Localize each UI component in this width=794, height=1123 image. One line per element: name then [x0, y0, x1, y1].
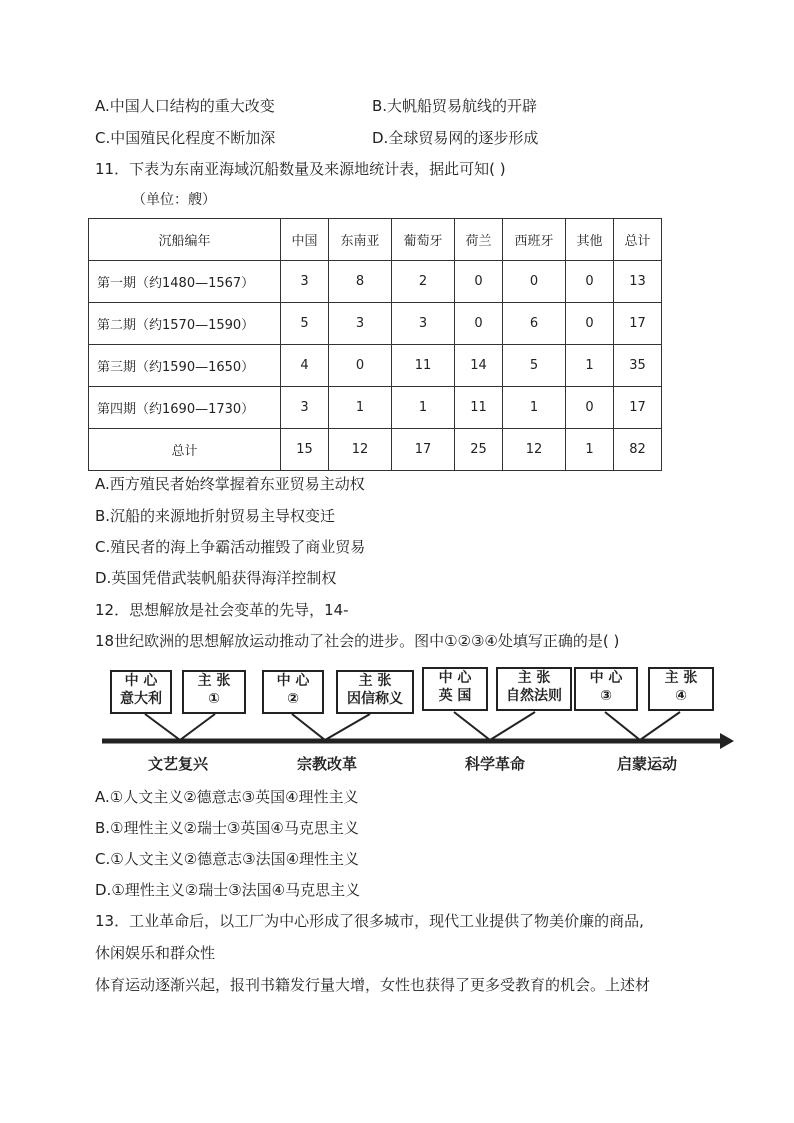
- box-science-claim: [496, 667, 572, 711]
- q12-option-a: A.①人文主义②德意志③英国④理性主义: [95, 788, 359, 806]
- table-cell: 3: [281, 261, 329, 303]
- q12-stem-line1: 12．思想解放是社会变革的先导，14-: [95, 601, 349, 619]
- q10-option-a: A.中国人口结构的重大改变: [95, 97, 275, 115]
- q11-option-c: C.殖民者的海上争霸活动摧毁了商业贸易: [95, 538, 366, 556]
- table-cell: 0: [566, 303, 614, 345]
- box-label: 主 张: [358, 673, 392, 689]
- box-enlightenment-center: [574, 667, 638, 711]
- box-label: 主 张: [664, 670, 698, 686]
- box-science-center: [422, 667, 488, 711]
- table-cell: 0: [455, 303, 503, 345]
- table-cell: 3: [392, 303, 455, 345]
- box-value: 意大利: [120, 691, 162, 707]
- table-cell: 8: [329, 261, 392, 303]
- box-value: 自然法则: [506, 688, 562, 704]
- table-header: 总计: [614, 219, 662, 261]
- timeline-connectors: [145, 712, 680, 740]
- box-enlightenment-claim: [648, 667, 714, 711]
- connector: [292, 714, 370, 740]
- q13-line3: 体育运动逐渐兴起，报刊书籍发行量大增，女性也获得了更多受教育的机会。上述材: [95, 976, 651, 994]
- era-enlightenment: 启蒙运动: [617, 755, 678, 773]
- table-cell: 6: [503, 303, 566, 345]
- q10-option-d: D.全球贸易网的逐步形成: [372, 129, 539, 147]
- table-header: 沉船编年: [89, 219, 281, 261]
- box-value: ③: [600, 688, 612, 704]
- table-cell: 3: [329, 303, 392, 345]
- q12-option-c: C.①人文主义②德意志③法国④理性主义: [95, 850, 360, 868]
- table-header: 荷兰: [455, 219, 503, 261]
- table-cell: 第四期（约1690—1730）: [89, 387, 281, 429]
- q12-stem-line2: 18世纪欧洲的思想解放运动推动了社会的进步。图中①②③④处填写正确的是( ): [95, 632, 620, 650]
- q10-option-b: B.大帆船贸易航线的开辟: [372, 97, 538, 115]
- box-label: 中 心: [276, 673, 310, 689]
- q13-line1: 13．工业革命后，以工厂为中心形成了很多城市，现代工业提供了物美价廉的商品,: [95, 912, 644, 930]
- table-cell: 2: [392, 261, 455, 303]
- table-cell: 15: [281, 429, 329, 471]
- table-cell: 1: [566, 429, 614, 471]
- connector: [145, 714, 215, 740]
- table-cell: 14: [455, 345, 503, 387]
- table-cell: 0: [503, 261, 566, 303]
- table-cell: 17: [392, 429, 455, 471]
- table-cell: 1: [329, 387, 392, 429]
- table-cell: 第三期（约1590—1650）: [89, 345, 281, 387]
- table-cell: 0: [566, 387, 614, 429]
- table-cell: 0: [455, 261, 503, 303]
- table-cell: 5: [503, 345, 566, 387]
- table-cell: 0: [329, 345, 392, 387]
- box-value: 因信称义: [347, 691, 403, 707]
- table-cell: 总计: [89, 429, 281, 471]
- table-cell: 17: [614, 387, 662, 429]
- box-renaissance-center: [110, 670, 172, 714]
- box-label: 中 心: [124, 673, 158, 689]
- table-cell: 12: [329, 429, 392, 471]
- q10-option-c: C.中国殖民化程度不断加深: [95, 129, 276, 147]
- table-cell: 4: [281, 345, 329, 387]
- box-value: ①: [208, 691, 220, 707]
- era-scientific-revolution: 科学革命: [465, 755, 526, 773]
- box-reformation-center: [262, 670, 324, 714]
- q12-option-b: B.①理性主义②瑞士③英国④马克思主义: [95, 819, 359, 837]
- table-cell: 1: [566, 345, 614, 387]
- table-cell: 第二期（约1570—1590）: [89, 303, 281, 345]
- table-cell: 第一期（约1480—1567）: [89, 261, 281, 303]
- q11-option-d: D.英国凭借武装帆船获得海洋控制权: [95, 569, 337, 587]
- table-cell: 25: [455, 429, 503, 471]
- table-cell: 13: [614, 261, 662, 303]
- table-cell: 35: [614, 345, 662, 387]
- q13-line2: 休闲娱乐和群众性: [95, 944, 216, 962]
- table-header: 东南亚: [329, 219, 392, 261]
- table-cell: 5: [281, 303, 329, 345]
- box-label: 主 张: [517, 670, 551, 686]
- table-cell: 11: [392, 345, 455, 387]
- table-cell: 12: [503, 429, 566, 471]
- box-label: 中 心: [589, 670, 623, 686]
- arrow-head-icon: [720, 733, 734, 749]
- table-cell: 1: [392, 387, 455, 429]
- box-label: 中 心: [438, 670, 472, 686]
- box-value: ②: [287, 691, 299, 707]
- era-reformation: 宗教改革: [297, 755, 358, 773]
- box-reformation-claim: [336, 670, 414, 714]
- box-renaissance-claim: [182, 670, 246, 714]
- q11-stem: 11．下表为东南亚海域沉船数量及来源地统计表，据此可知( ): [95, 160, 506, 178]
- table-cell: 82: [614, 429, 662, 471]
- table-header: 其他: [566, 219, 614, 261]
- q12-option-d: D.①理性主义②瑞士③法国④马克思主义: [95, 881, 361, 899]
- box-label: 主 张: [197, 673, 231, 689]
- table-header: 中国: [281, 219, 329, 261]
- q11-option-a: A.西方殖民者始终掌握着东亚贸易主动权: [95, 475, 365, 493]
- connector: [454, 712, 535, 740]
- q11-unit: （单位：艘）: [132, 192, 216, 208]
- box-value: 英 国: [438, 688, 472, 704]
- table-cell: 1: [503, 387, 566, 429]
- era-renaissance: 文艺复兴: [148, 755, 209, 773]
- table-header: 葡萄牙: [392, 219, 455, 261]
- table-cell: 11: [455, 387, 503, 429]
- table-cell: 0: [566, 261, 614, 303]
- table-header: 西班牙: [503, 219, 566, 261]
- q11-option-b: B.沉船的来源地折射贸易主导权变迁: [95, 507, 336, 525]
- table-cell: 17: [614, 303, 662, 345]
- table-cell: 3: [281, 387, 329, 429]
- box-value: ④: [675, 688, 687, 704]
- connector: [605, 712, 680, 740]
